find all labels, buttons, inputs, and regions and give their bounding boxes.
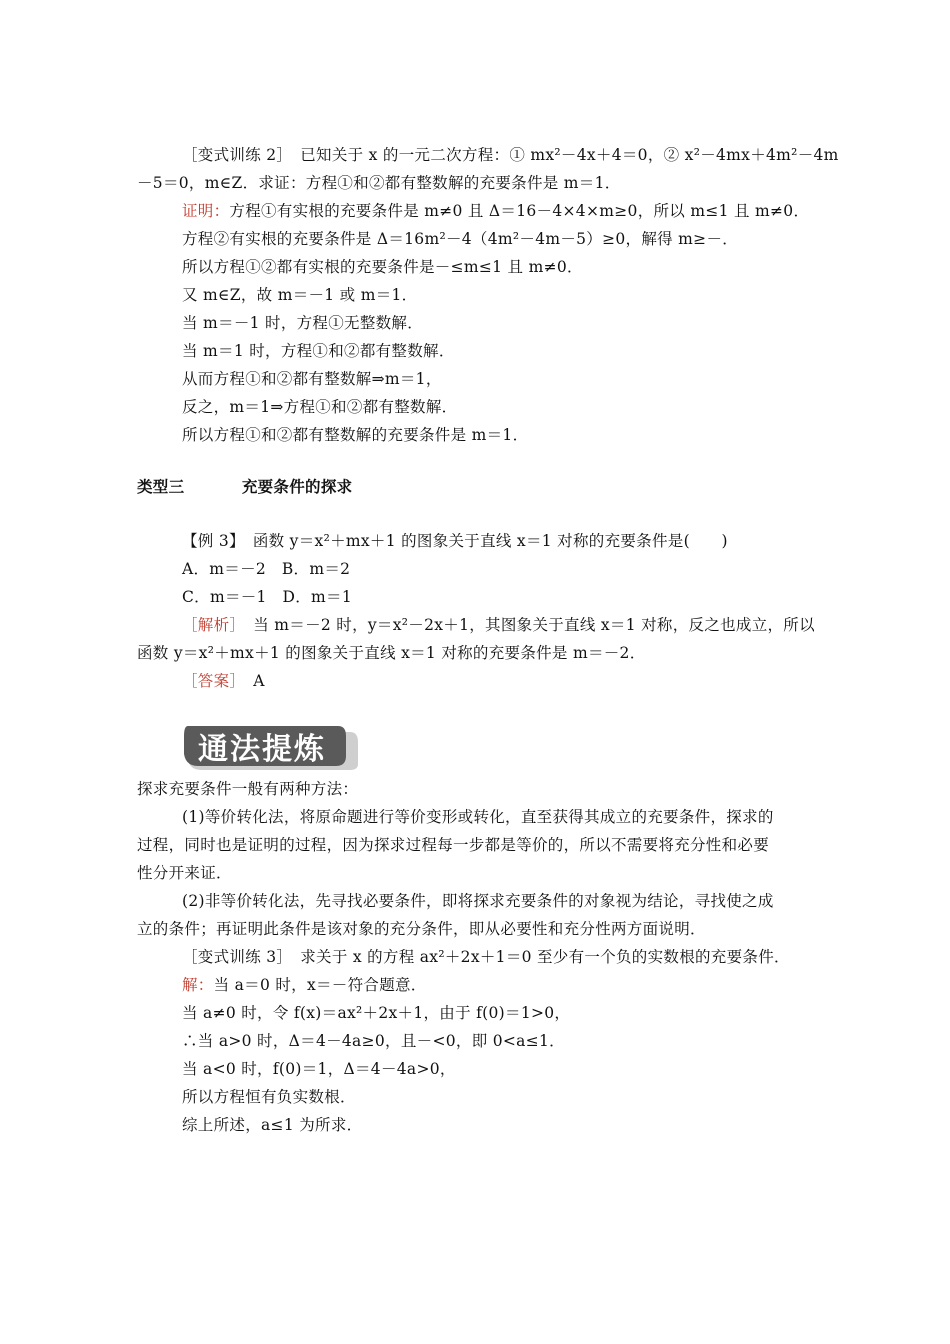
line-text: －5＝0，m∈Z．求证：方程①和②都有整数解的充要条件是 m＝1． <box>137 174 621 192</box>
text-line-l9 <box>182 368 442 390</box>
line-text: A．m＝－2 B．m＝2 <box>182 560 351 578</box>
text-line-l13 <box>182 530 728 552</box>
text-line-l31 <box>182 1114 362 1136</box>
text-line-l15 <box>182 586 352 608</box>
line-text: 反之，m＝1⇒方程①和②都有整数解． <box>182 398 458 416</box>
line-text: A <box>237 672 265 690</box>
text-line-l14 <box>182 558 350 580</box>
text-line-l25 <box>182 946 790 968</box>
line-text: (2)非等价转化法，先寻找必要条件，即将探求充要条件的对象视为结论，寻找使之成 <box>182 892 774 910</box>
line-text: 性分开来证． <box>137 864 232 882</box>
line-text: 又 m∈Z，故 m＝－1 或 m＝1． <box>182 286 418 304</box>
section-heading <box>137 476 352 498</box>
line-prefix: 证明： <box>182 202 230 220</box>
text-line-l30 <box>182 1086 356 1108</box>
line-text: 当 m＝－2 时，y＝x²－2x＋1，其图象关于直线 x＝1 对称，反之也成立，所以 <box>237 616 815 634</box>
line-text: 综上所述，a≤1 为所求． <box>182 1116 363 1134</box>
line-text: (1)等价转化法，将原命题进行等价变形或转化，直至获得其成立的充要条件，探求的 <box>182 808 774 826</box>
text-line-l18 <box>182 670 265 692</box>
line-text: 当 a≠0 时，令 f(x)＝ax²＋2x＋1，由于 f(0)＝1>0， <box>182 1004 571 1022</box>
line-text: 从而方程①和②都有整数解⇒m＝1， <box>182 370 442 388</box>
text-line-l29 <box>182 1058 456 1080</box>
text-line-l2 <box>137 172 621 194</box>
line-text: 探求充要条件一般有两种方法： <box>137 780 359 798</box>
text-line-l10 <box>182 396 457 418</box>
text-line-l23 <box>182 890 774 912</box>
text-line-l21 <box>137 834 769 856</box>
line-prefix: 解： <box>182 976 214 994</box>
text-line-l22 <box>137 862 232 884</box>
text-line-l24 <box>137 918 706 940</box>
line-text: ∴当 a>0 时，Δ＝4－4a≥0，且－<0，即 0<a≤1． <box>182 1032 565 1050</box>
text-line-l17 <box>137 642 646 664</box>
line-text: 【例 3】 函数 y＝x²＋mx＋1 的图象关于直线 x＝1 对称的充要条件是( ) <box>182 532 728 550</box>
text-line-l6 <box>182 284 417 306</box>
line-text: 函数 y＝x²＋mx＋1 的图象关于直线 x＝1 对称的充要条件是 m＝－2． <box>137 644 646 662</box>
section-heading-label: 类型三 <box>137 478 185 496</box>
text-line-l27 <box>182 1002 570 1024</box>
method-summary-banner <box>182 724 360 772</box>
line-text: 所以方程①和②都有整数解的充要条件是 m＝1． <box>182 426 529 444</box>
text-line-l28 <box>182 1030 565 1052</box>
line-text: 所以方程①②都有实根的充要条件是－≤m≤1 且 m≠0． <box>182 258 583 276</box>
line-text: 当 a＝0 时，x＝－符合题意． <box>213 976 427 994</box>
text-line-l20 <box>182 806 774 828</box>
text-line-l8 <box>182 340 455 362</box>
line-text: 方程②有实根的充要条件是 Δ＝16m²－4（4m²－4m－5）≥0，解得 m≥－． <box>182 230 739 248</box>
line-prefix: ［答案］ <box>182 672 238 690</box>
line-text: 所以方程恒有负实数根． <box>182 1088 356 1106</box>
text-line-l1 <box>182 144 839 166</box>
banner-title: 通法提炼 <box>198 732 326 767</box>
text-line-l11 <box>182 424 528 446</box>
line-text: 当 m＝1 时，方程①和②都有整数解． <box>182 342 455 360</box>
line-prefix: ［解析］ <box>182 616 238 634</box>
text-line-l19 <box>137 778 358 800</box>
line-text: 当 a<0 时，f(0)＝1，Δ＝4－4a>0， <box>182 1060 456 1078</box>
text-line-l3 <box>182 200 809 222</box>
text-line-l4 <box>182 228 738 250</box>
line-text: C．m＝－1 D．m＝1 <box>182 588 353 606</box>
line-text: ［变式训练 2］ 已知关于 x 的一元二次方程：① mx²－4x＋4＝0，② x²－4mx＋4m²－4m <box>182 146 839 164</box>
line-text: 当 m＝－1 时，方程①无整数解． <box>182 314 424 332</box>
text-line-l26 <box>182 974 427 996</box>
line-text: 方程①有实根的充要条件是 m≠0 且 Δ＝16－4×4×m≥0，所以 m≤1 且 m≠0． <box>229 202 810 220</box>
line-text: ［变式训练 3］ 求关于 x 的方程 ax²＋2x＋1＝0 至少有一个负的实数根的充要条件． <box>182 948 790 966</box>
section-heading-title: 充要条件的探求 <box>241 478 353 496</box>
text-line-l7 <box>182 312 423 334</box>
line-text: 立的条件；再证明此条件是该对象的充分条件，即从必要性和充分性两方面说明． <box>137 920 706 938</box>
text-line-l16 <box>182 614 815 636</box>
text-line-l5 <box>182 256 583 278</box>
line-text: 过程，同时也是证明的过程，因为探求过程每一步都是等价的，所以不需要将充分性和必要 <box>137 836 770 854</box>
